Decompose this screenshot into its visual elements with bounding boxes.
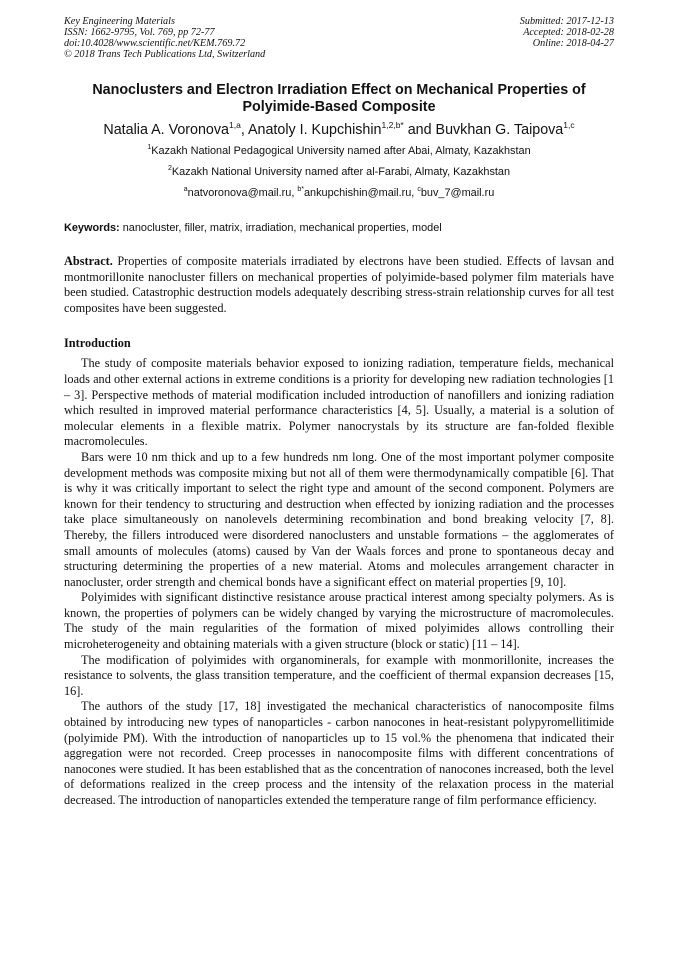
affiliation [64, 166, 614, 179]
submitted-date: Submitted: 2017-12-13 [519, 16, 614, 27]
email-superscript: c [417, 186, 421, 193]
email-link[interactable]: buv_7@mail.ru [420, 187, 495, 199]
affiliation-superscript: 1 [147, 144, 152, 151]
author-name: Natalia A. Voronova [103, 122, 229, 138]
paragraph: The study of composite materials behavior exposed to ionizing radiation, temperature fields, mechanical loads and other external actions in extreme conditions is a priority for developing new radiation technologies [1 – 3]. Perspective methods of material modification included introduction of nanofillers and ionizing radiation which resulted in improved material performance characteristics [4, 5]. Usually, a material is a solution of molecular elements in a flexible matrix. Polymer nanocrystals by its structure are fan-folded flexible macromolecules. [64, 356, 614, 449]
author-superscript: 1,2,b* [381, 120, 404, 130]
abstract-text: Properties of composite materials irradiated by electrons have been studied. Effects of lavsan and montmorillonite nanocluster fillers on mechanical properties of polyimide-based polymer film materials have been studied. Catastrophic destruction models adequately describing stress-strain relationship curves for all test composites have been suggested. [64, 254, 614, 315]
affiliation [64, 145, 614, 158]
author-superscript: 1,c [563, 120, 575, 130]
introduction-body [64, 356, 614, 808]
author-emails [64, 187, 614, 200]
accepted-date: Accepted: 2018-02-28 [523, 27, 614, 38]
email-link[interactable]: ankupchishin@mail.ru, [304, 187, 418, 199]
journal-info [64, 16, 265, 60]
doi-link[interactable]: doi:10.4028/www.scientific.net/KEM.769.72 [64, 38, 246, 49]
author-list [64, 121, 614, 139]
running-header [64, 16, 614, 60]
paragraph: Bars were 10 nm thick and up to a few hundreds nm long. One of the most important polymer composite development methods was composite mixing but not all of them were thermodynamically compatible [6]. That is why it was critically important to select the right type and amount of the second component. Polymers are known for their tendency to structuring and destruction when effected by ionizing radiation and the processes take place simultaneously on nanolevels determining recombination and bond breaking velocity [7, 8]. Thereby, the fillers introduced were disordered nanoclusters and unstable formations – the agglomerates of small amounts of molecules (atoms) caused by Van der Waals forces and prone to spontaneous decay and structuring determining the properties of a new material. Atoms and molecules arrangement character in nanocluster, order strength and chemical bonds have a significant effect on material properties [9, 10]. [64, 449, 614, 589]
dates-info [520, 16, 614, 60]
paragraph: The authors of the study [17, 18] investigated the mechanical characteristics of nanocomposite films obtained by introducing new types of nanoparticles - carbon nanocones in heat-resistant polypyromellitimide (polyimide PM). With the introduction of nanoparticles up to 15 vol.% the phenomena that indicated their aggregation were not recorded. Creep processes in nanocomposite films with different concentrations of nanocones were studied. It has been established that as the concentration of nanocones increased, both the level of deformations realized in the creep process and the intensity of the relaxation process in the material decreased. The introduction of nanoparticles extended the temperature range of film performance efficiency. [64, 699, 614, 807]
abstract-label: Abstract. [64, 254, 113, 268]
author-name: Anatoly I. Kupchishin [247, 122, 382, 138]
email-superscript: b* [297, 186, 304, 193]
affiliation-text: Kazakh National Pedagogical University named after Abai, Almaty, Kazakhstan [151, 145, 531, 157]
keywords-label: Keywords: [64, 222, 120, 234]
author-separator: and [403, 122, 436, 138]
keywords-text: nanocluster, filler, matrix, irradiation, mechanical properties, model [119, 222, 442, 234]
keywords [64, 222, 614, 235]
copyright: © 2018 Trans Tech Publications Ltd, Switzerland [64, 49, 266, 60]
email-superscript: a [183, 186, 188, 193]
author-name: Buvkhan G. Taipova [435, 122, 564, 138]
section-heading-introduction: Introduction [64, 336, 131, 351]
abstract [64, 254, 614, 316]
affiliation-superscript: 2 [167, 165, 172, 172]
email-link[interactable]: natvoronova@mail.ru, [187, 187, 298, 199]
author-superscript: 1,a [229, 120, 241, 130]
paper-title: Nanoclusters and Electron Irradiation Effect on Mechanical Properties of Polyimide-Based Composite [92, 82, 586, 115]
affiliation-text: Kazakh National University named after al-Farabi, Almaty, Kazakhstan [171, 166, 511, 178]
online-date: Online: 2018-04-27 [532, 38, 614, 49]
journal-name: Key Engineering Materials [64, 16, 175, 27]
issn: ISSN: 1662-9795, Vol. 769, pp 72-77 [64, 27, 215, 38]
paragraph: The modification of polyimides with organominerals, for example with monmorillonite, increases the resistance to solvents, the glass transition temperature, and the coefficient of thermal expansion decreases [15, 16]. [64, 652, 614, 698]
author-separator: , [240, 122, 248, 138]
paragraph: Polyimides with significant distinctive resistance arouse practical interest among specialty polymers. As is known, the properties of polymers can be widely changed by varying the microstructure of macromolecules. The study of the main regularities of the formation of mixed polyimides allows controlling their microheterogeneity and obtaining materials with a given structure (block or static) [11 – 14]. [64, 590, 614, 652]
